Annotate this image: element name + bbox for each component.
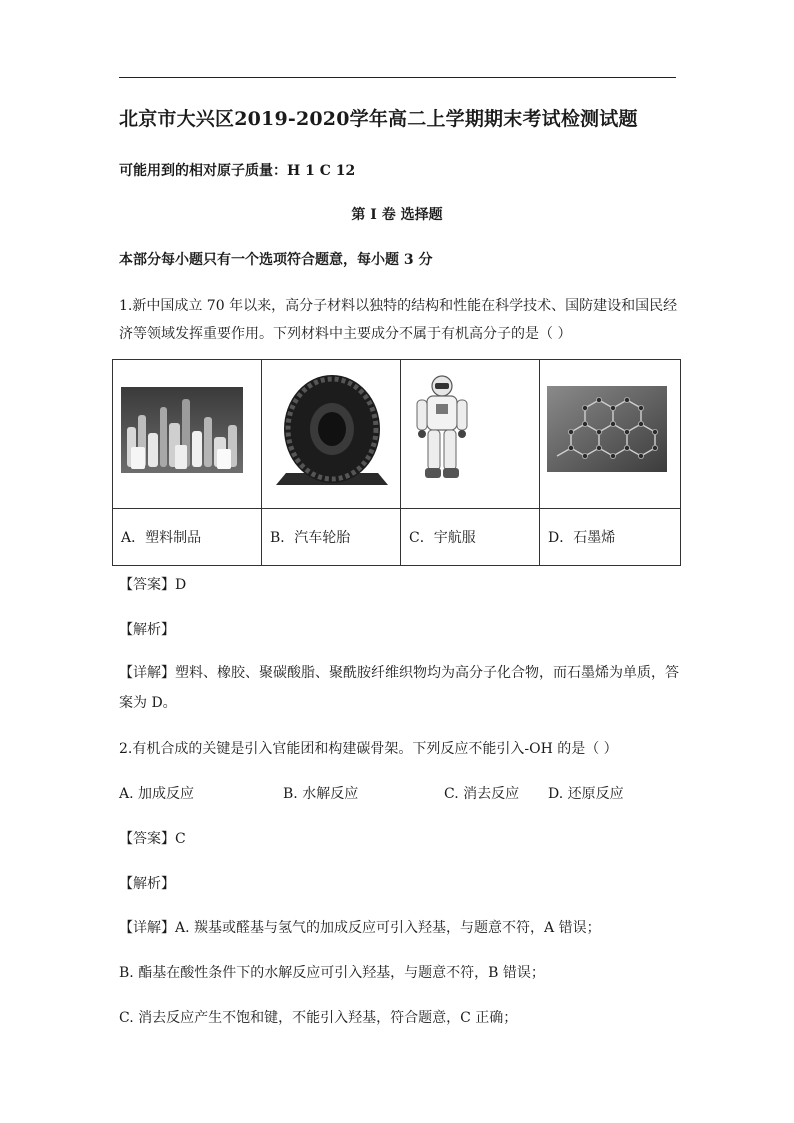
section-heading: 第 I 卷 选择题	[351, 207, 443, 223]
q1-analysis-label: 【解析】	[119, 622, 175, 638]
page-title: 北京市大兴区2019-2020学年高二上学期期末考试检测试题	[119, 108, 638, 130]
q2-detail-b: B. 酯基在酸性条件下的水解反应可引入羟基，与题意不符，B 错误；	[119, 965, 545, 981]
q2-stem: 2.有机合成的关键是引入官能团和构建碳骨架。下列反应不能引入-OH 的是（ ）	[119, 741, 618, 757]
q2-detail-a: 【详解】A. 羰基或醛基与氢气的加成反应可引入羟基，与题意不符，A 错误；	[119, 920, 601, 936]
q1-answer: 【答案】D	[119, 577, 187, 593]
q1-option-b: B．汽车轮胎	[262, 509, 401, 566]
q2-answer: 【答案】C	[119, 831, 186, 847]
tire-image-cell	[262, 360, 401, 509]
graphene-image	[547, 386, 667, 472]
q1-detail-line2: 案为 D。	[119, 695, 177, 711]
q1-option-a: A．塑料制品	[113, 509, 262, 566]
q1-option-c: C．宇航服	[401, 509, 540, 566]
q2-option-a: A. 加成反应	[119, 786, 195, 802]
plastic-image-cell	[113, 360, 262, 509]
q1-stem-line1: 1.新中国成立 70 年以来，高分子材料以独特的结构和性能在科学技术、国防建设和国民经	[119, 298, 678, 314]
atomic-mass-note: 可能用到的相对原子质量：H 1 C 12	[119, 163, 356, 179]
instruction-text: 本部分每小题只有一个选项符合题意，每小题 3 分	[119, 252, 433, 268]
q2-option-b: B. 水解反应	[283, 786, 359, 802]
q1-options-table	[112, 359, 681, 566]
spacesuit-image	[411, 374, 473, 486]
plastic-bottles-image	[121, 387, 243, 473]
q2-option-c: C. 消去反应	[444, 786, 520, 802]
q2-option-d: D. 还原反应	[548, 786, 624, 802]
spacesuit-image-cell	[401, 360, 540, 509]
q2-detail-c: C. 消去反应产生不饱和键，不能引入羟基，符合题意，C 正确；	[119, 1010, 518, 1026]
tire-image	[268, 373, 396, 495]
graphene-image-cell	[540, 360, 681, 509]
q1-detail-line1: 【详解】塑料、橡胶、聚碳酸脂、聚酰胺纤维织物均为高分子化合物，而石墨烯为单质，答	[119, 665, 679, 681]
q1-stem-line2: 济等领域发挥重要作用。下列材料中主要成分不属于有机高分子的是（ ）	[119, 326, 572, 342]
q1-option-d: D．石墨烯	[540, 509, 681, 566]
header-rule	[119, 77, 676, 78]
q2-analysis-label: 【解析】	[119, 876, 175, 892]
